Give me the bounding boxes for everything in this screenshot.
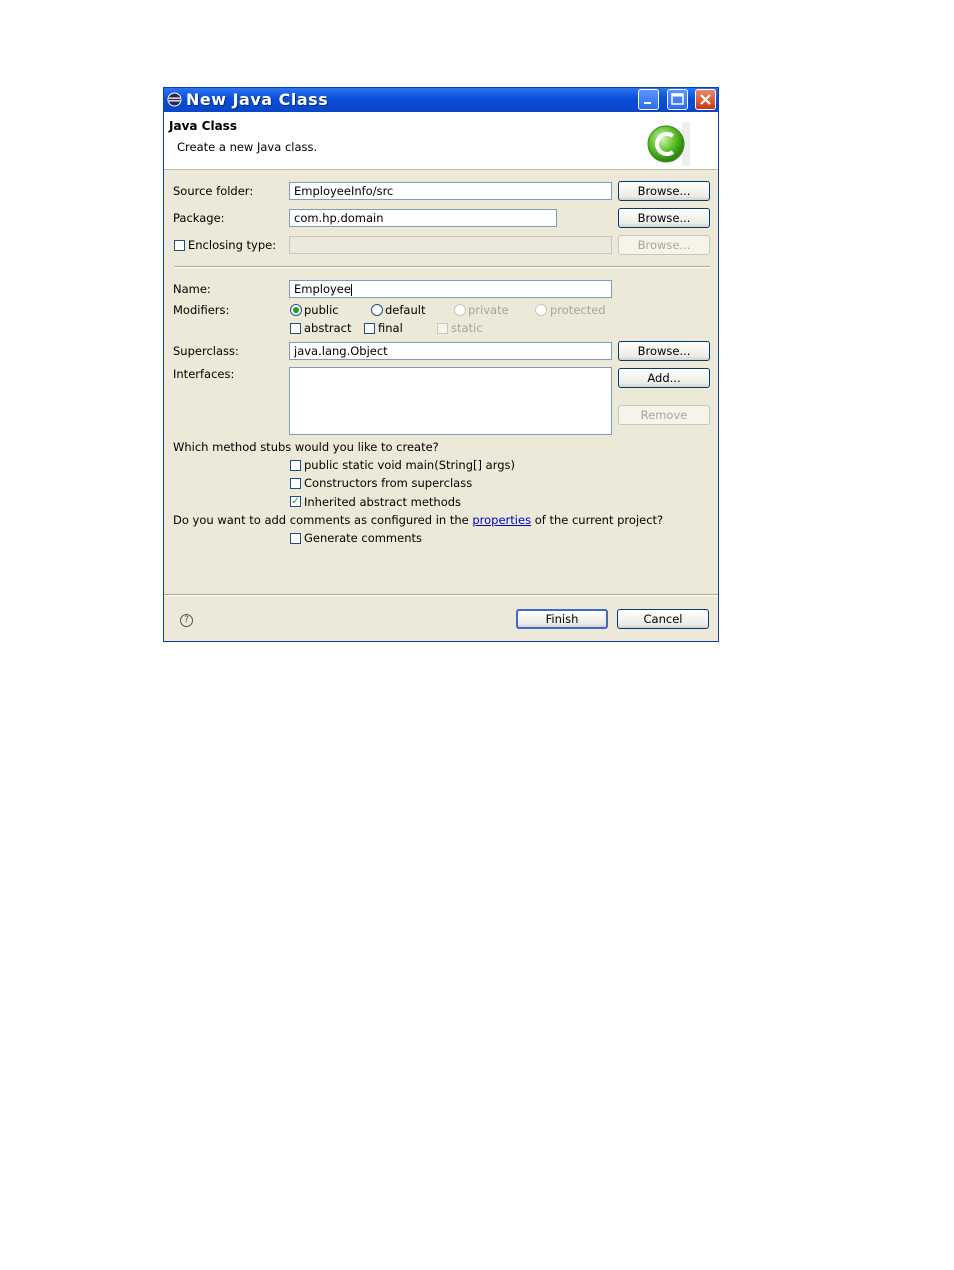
name-label: Name: [173,282,211,296]
finish-button[interactable]: Finish [516,609,608,629]
close-icon [696,90,715,109]
header-title: Java Class [169,119,237,133]
superclass-label: Superclass: [173,344,239,358]
comments-question-text: Do you want to add comments as configured in the [173,513,469,527]
default-radio[interactable] [371,304,383,316]
static-checkbox[interactable] [437,323,448,334]
interfaces-list[interactable] [289,367,612,435]
public-label: public [304,303,339,317]
dialog-header [164,112,718,170]
radio-selected-dot [293,307,299,313]
constructors-label: Constructors from superclass [304,476,473,490]
source-folder-browse-button[interactable]: Browse... [618,181,710,201]
maximize-button[interactable] [667,89,688,110]
public-radio[interactable] [290,304,302,316]
window-title: New Java Class [186,90,329,109]
separator [174,266,710,268]
new-java-class-dialog [163,87,719,642]
maximize-icon [668,90,687,109]
text-caret [351,284,352,296]
close-button[interactable] [695,89,716,110]
static-label: static [451,321,483,335]
enclosing-type-browse-button[interactable]: Browse... [618,235,710,255]
protected-radio[interactable] [535,304,547,316]
inherited-abstract-checkbox[interactable] [290,496,301,507]
interfaces-add-button[interactable]: Add... [618,368,710,388]
generate-comments-label: Generate comments [304,531,422,545]
interfaces-remove-button[interactable]: Remove [618,405,710,425]
default-label: default [385,303,426,317]
properties-link[interactable]: properties [472,513,532,527]
minimize-icon [639,90,658,109]
enclosing-type-label: Enclosing type: [188,238,277,252]
final-label: final [378,321,403,335]
method-stubs-question: Which method stubs would you like to create? [173,440,439,454]
name-value: Employee [294,282,351,296]
package-label: Package: [173,211,225,225]
private-radio[interactable] [454,304,466,316]
superclass-input[interactable]: java.lang.Object [289,342,612,360]
eclipse-icon [167,92,182,107]
abstract-checkbox[interactable] [290,323,301,334]
name-input[interactable] [289,280,612,298]
cancel-button[interactable]: Cancel [617,609,709,629]
source-folder-input[interactable]: EmployeeInfo/src [289,182,612,200]
generate-comments-checkbox[interactable] [290,533,301,544]
title-bar[interactable] [164,88,718,112]
superclass-browse-button[interactable]: Browse... [618,341,710,361]
comments-question [173,513,663,527]
interfaces-label: Interfaces: [173,367,235,381]
package-input[interactable]: com.hp.domain [289,209,557,227]
final-checkbox[interactable] [364,323,375,334]
footer-separator [164,594,718,596]
protected-label: protected [550,303,606,317]
enclosing-type-checkbox[interactable] [174,240,185,251]
java-class-wizard-icon [644,120,692,168]
modifiers-label: Modifiers: [173,303,230,317]
constructors-checkbox[interactable] [290,478,301,489]
enclosing-type-input[interactable] [289,236,612,254]
main-method-label: public static void main(String[] args) [304,458,515,472]
help-icon[interactable]: ? [180,614,193,627]
source-folder-label: Source folder: [173,184,254,198]
inherited-abstract-label: Inherited abstract methods [304,495,462,509]
minimize-button[interactable] [638,89,659,110]
package-browse-button[interactable]: Browse... [618,208,710,228]
checkmark-icon: ✓ [291,496,300,507]
abstract-label: abstract [304,321,352,335]
comments-question-suffix: of the current project? [534,513,664,527]
header-description: Create a new Java class. [177,140,318,154]
main-method-checkbox[interactable] [290,460,301,471]
private-label: private [468,303,509,317]
